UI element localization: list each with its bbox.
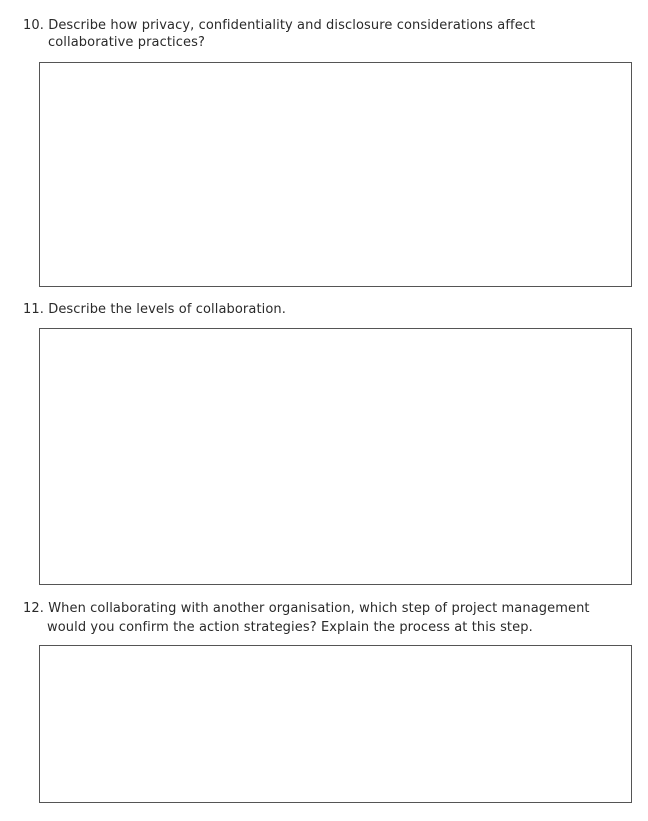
question-10-number: 10. [23,18,44,33]
answer-box-12[interactable] [39,645,632,803]
question-12-line-1 [23,599,623,618]
question-11-line-1 [23,301,623,318]
answer-box-10[interactable] [39,62,632,287]
question-10-text-line-2: collaborative practices? [48,35,205,50]
question-10 [23,17,623,51]
question-12 [23,599,623,637]
question-10-text-line-1: Describe how privacy, confidentiality and disclosure considerations affect [48,18,536,33]
question-10-line-1 [23,17,623,34]
answer-box-11[interactable] [39,328,632,585]
question-11-number: 11. [23,302,44,317]
question-12-text-line-1: When collaborating with another organisation, which step of project management [48,601,590,616]
question-11 [23,301,623,318]
question-12-text-line-2: would you confirm the action strategies? Explain the process at this step. [47,620,533,635]
question-12-number: 12. [23,601,44,616]
question-11-text-line-1: Describe the levels of collaboration. [48,302,286,317]
